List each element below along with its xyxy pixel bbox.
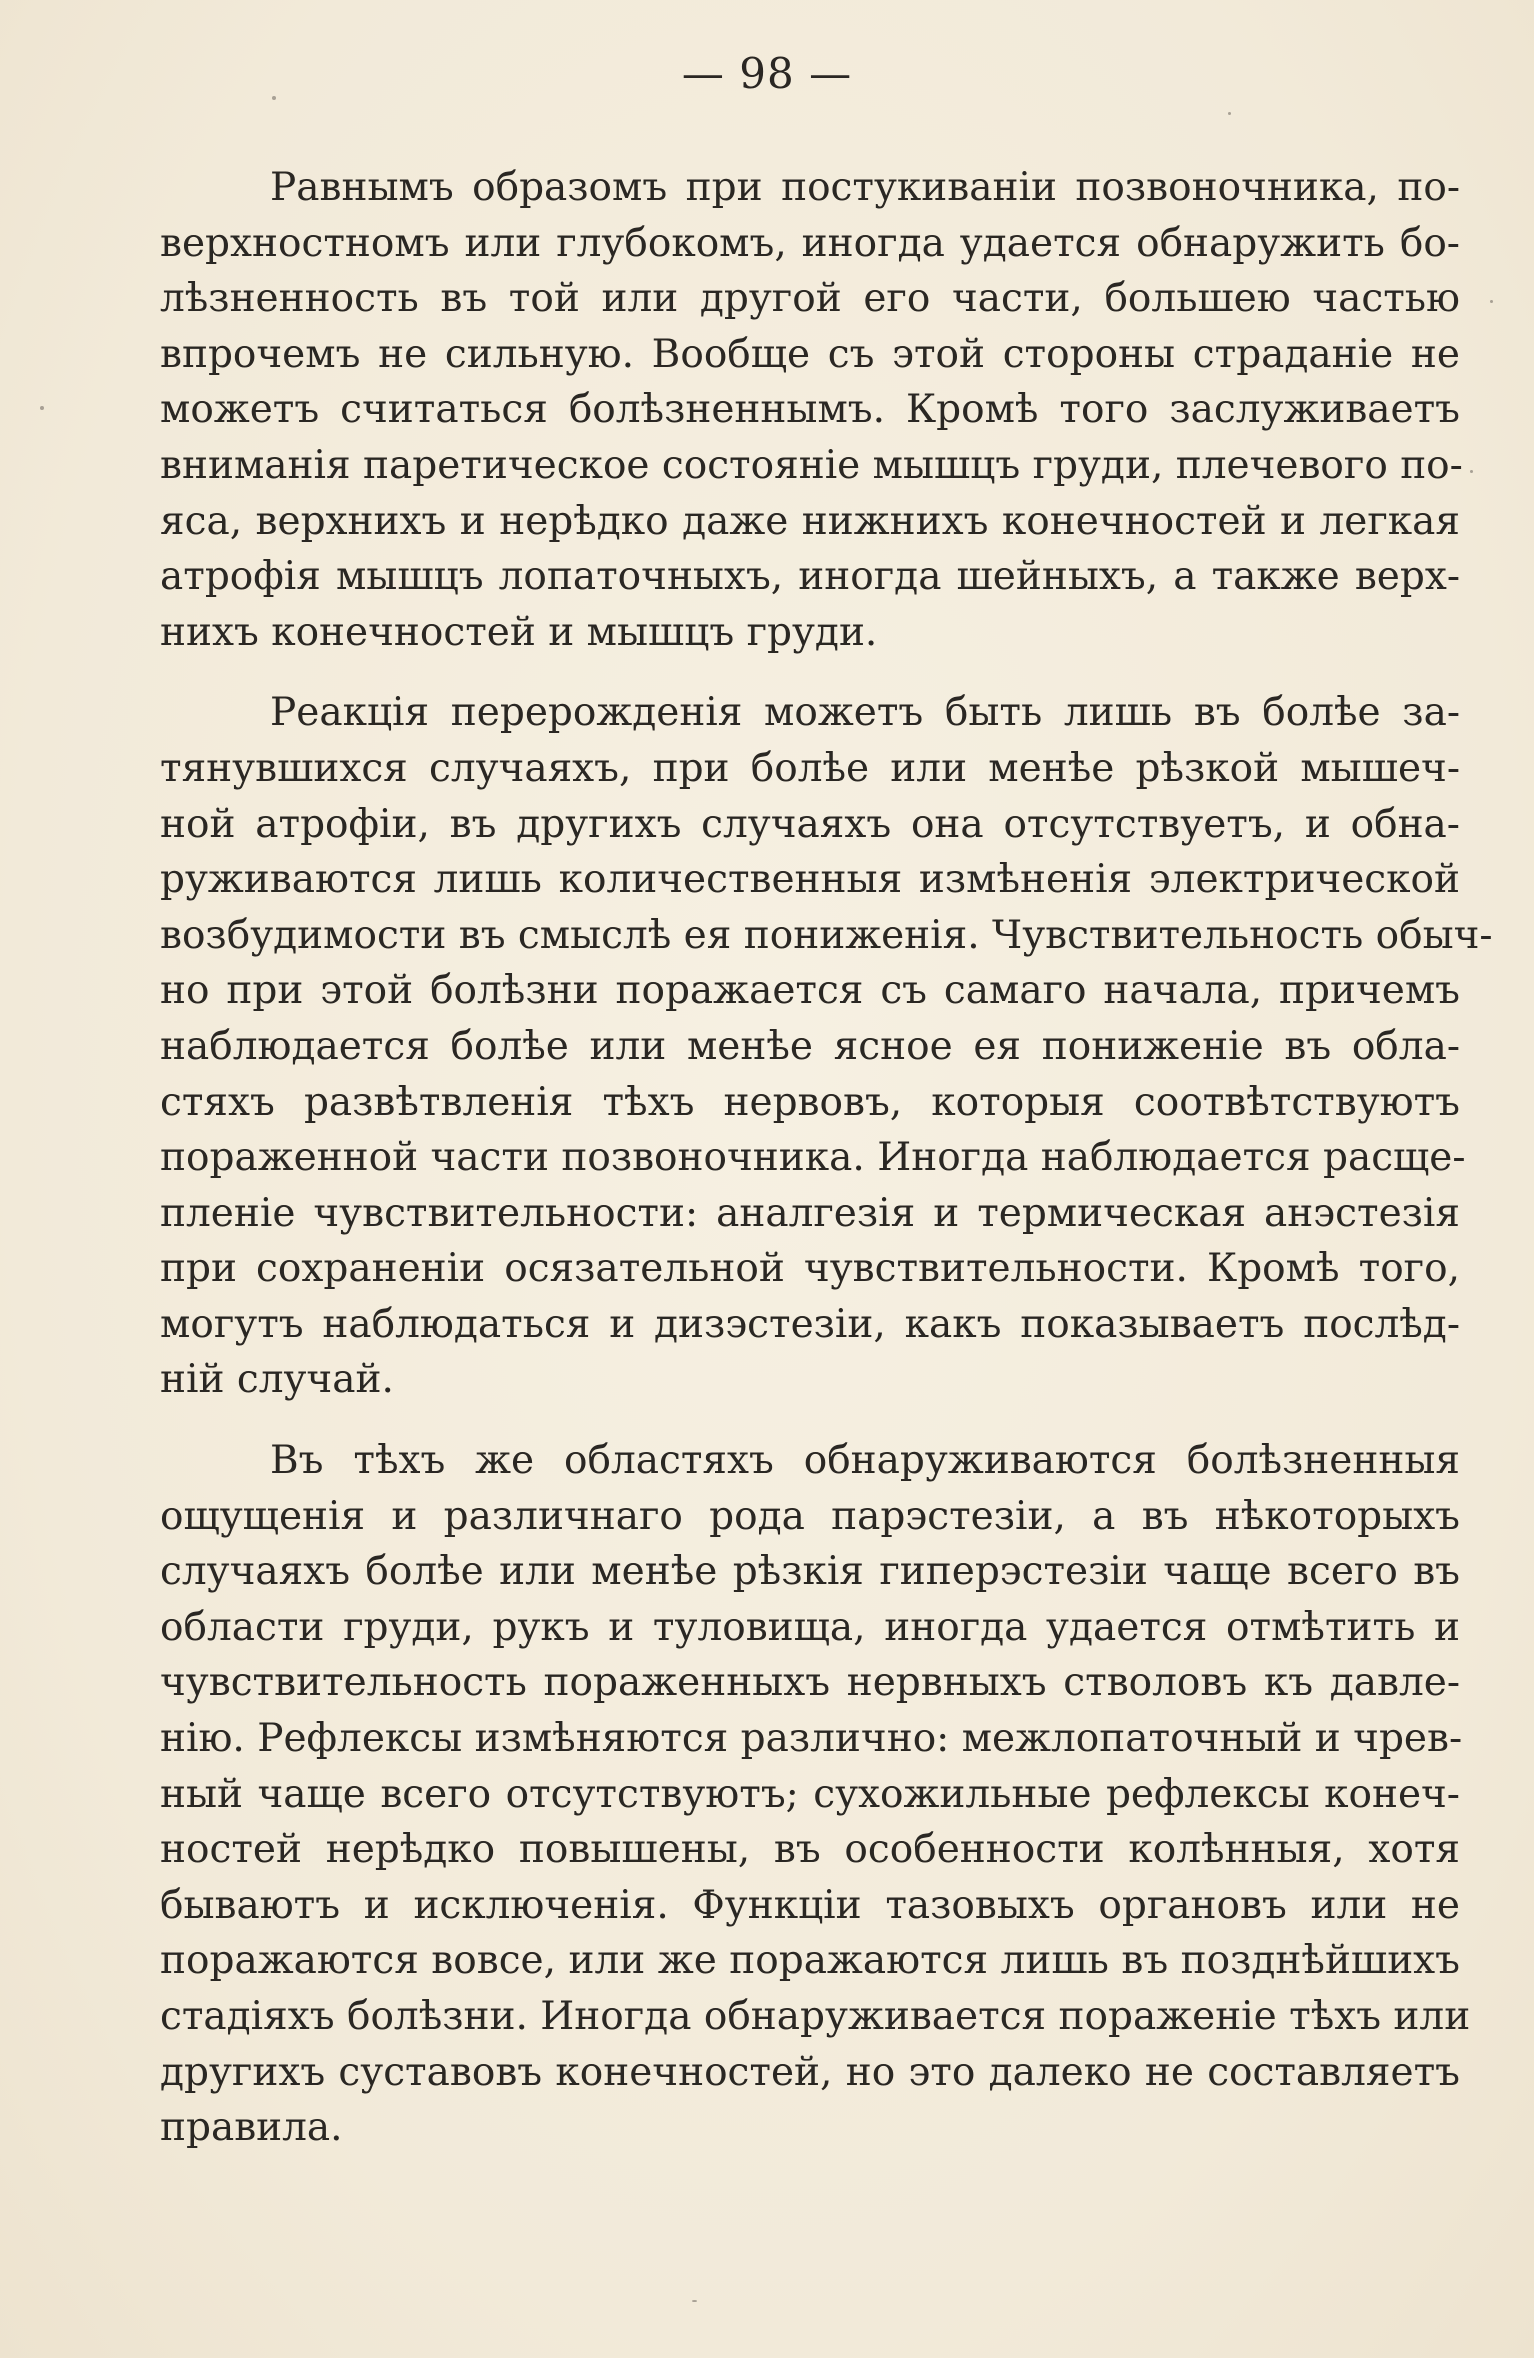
print-speck [1228,112,1231,115]
text-line: нихъ конечностей и мышцъ груди. [160,609,878,655]
paragraph-2 [160,685,1493,1408]
text-line: поражаются вовсе, или же поражаются лишь въ позднѣйшихъ [160,1938,1460,1984]
text-line: ощущенiя и различнаго рода парэстезiи, а въ нѣкоторыхъ [160,1493,1460,1539]
text-line: тянувшихся случаяхъ, при болѣе или менѣе рѣзкой мышеч- [160,745,1460,791]
paragraph-1 [160,160,1463,660]
text-line: пленiе чувствительности: аналгезiя и термическая анэстезiя [160,1190,1460,1236]
text-line: атрофiя мышцъ лопаточныхъ, иногда шейныхъ, а также верх- [160,554,1460,600]
text-line: возбудимости въ смыслѣ ея пониженiя. Чувствительность обыч- [160,912,1493,958]
text-line: другихъ суставовъ конечностей, но это далеко не составляетъ [160,2049,1460,2095]
text-line: Реакцiя перерожденiя можетъ быть лишь въ болѣе за- [270,690,1460,736]
text-line: Въ тѣхъ же областяхъ обнаруживаются болѣзненныя [270,1438,1460,1484]
text-line: ной атрофiи, въ другихъ случаяхъ она отсутствуетъ, и обна- [160,801,1460,847]
text-line: можетъ считаться болѣзненнымъ. Кромѣ того заслуживаетъ [160,387,1460,433]
text-line: Равнымъ образомъ при постукиванiи позвоночника, по- [270,165,1460,210]
text-line: яса, верхнихъ и нерѣдко даже нижнихъ конечностей и легкая [160,498,1460,544]
text-line: ностей нерѣдко повышены, въ особенности колѣнныя, хотя [160,1827,1460,1873]
text-line: случаяхъ болѣе или менѣе рѣзкiя гиперэстезiи чаще всего въ [160,1549,1460,1595]
print-speck [272,96,276,100]
body-text [160,160,1493,2156]
text-line: бываютъ и исключенiя. Функцiи тазовыхъ органовъ или не [160,1882,1460,1928]
text-line: стадiяхъ болѣзни. Иногда обнаруживается пораженiе тѣхъ или [160,1994,1471,2039]
text-line: ный чаще всего отсутствуютъ; сухожильные рефлексы конеч- [160,1771,1460,1817]
text-line: стяхъ развѣтвленiя тѣхъ нервовъ, которыя соотвѣтствуютъ [160,1079,1460,1125]
text-line: лѣзненность въ той или другой его части, большею частью [160,276,1460,322]
text-line: нiй случай. [160,1357,394,1403]
text-line: могутъ наблюдаться и дизэстезiи, какъ показываетъ послѣд- [160,1301,1460,1347]
text-line: чувствительность пораженныхъ нервныхъ стволовъ къ давле- [160,1660,1460,1706]
print-speck [40,406,44,410]
text-line: но при этой болѣзни поражается съ самаго начала, причемъ [160,968,1460,1014]
page-number: — 98 — [681,49,853,98]
print-speck [692,2300,697,2302]
paragraph-3 [160,1433,1471,2156]
text-line: нiю. Рефлексы измѣняются различно: межлопаточный и чрев- [160,1716,1463,1762]
print-speck [1470,470,1473,473]
text-line: пораженной части позвоночника. Иногда наблюдается расще- [160,1135,1466,1181]
text-line: наблюдается болѣе или менѣе ясное ея пониженiе въ обла- [160,1023,1460,1069]
text-line: вниманiя паретическое состоянiе мышцъ груди, плечевого по- [160,442,1463,488]
text-line: руживаются лишь количественныя измѣненiя электрической [160,857,1460,903]
text-line: впрочемъ не сильную. Вообще съ этой стороны страданiе не [160,331,1460,377]
text-line: области груди, рукъ и туловища, иногда удается отмѣтить и [160,1604,1460,1650]
text-line: верхностномъ или глубокомъ, иногда удается обнаружить бо- [160,220,1460,266]
text-line: правила. [160,2105,343,2151]
text-line: при сохраненiи осязательной чувствительности. Кромѣ того, [160,1246,1460,1292]
print-speck [1490,300,1493,303]
